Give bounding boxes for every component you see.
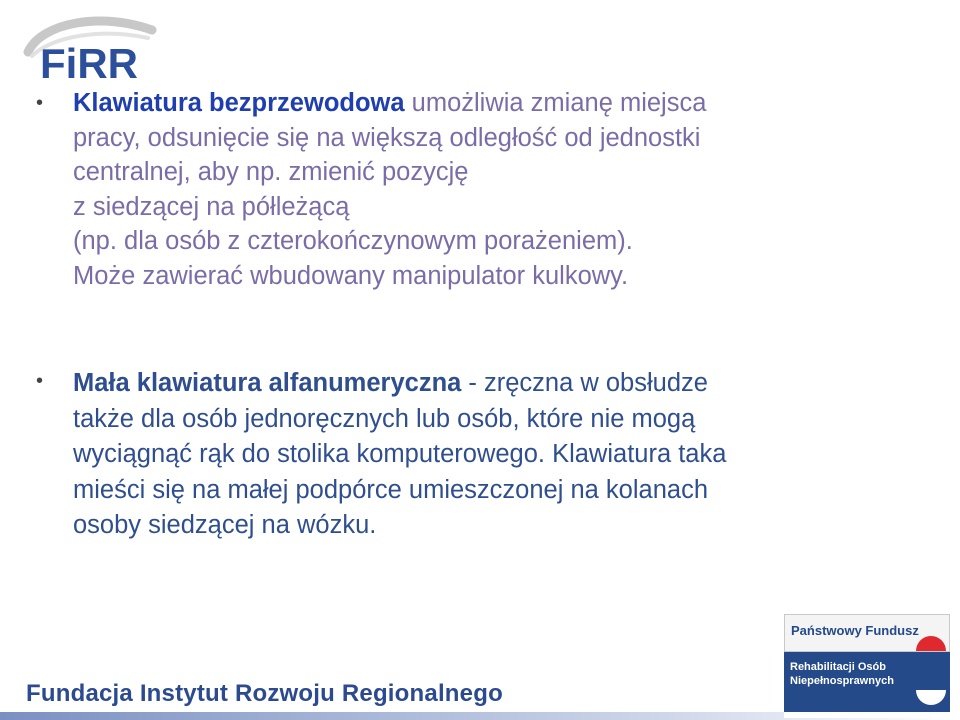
footer-organization: Fundacja Instytut Rozwoju Regionalnego <box>26 680 503 707</box>
bullet-text: Klawiatura bezprzewodowa umożliwia zmianę miejsca pracy, odsunięcie się na większą odległość od jednostki centralnej, aby np. zmienić pozycję z siedzącej na półleżącą (np. dla osób z czterokończynowym porażeniem). Może zawierać wbudowany manipulator kulkowy. <box>73 89 707 290</box>
bullet-dot: • <box>36 370 44 392</box>
bullet-text: Mała klawiatura alfanumeryczna - zręczna w obsłudze także dla osób jednoręcznych lub osób, które nie mogą wyciągnąć rąk do stolika komputerowego. Klawiatura taka mieści się na małej podpórce umieszczonej na kolanach osoby siedzącej na wózku. <box>73 369 727 539</box>
pfron-badge-body <box>784 652 950 712</box>
pfron-badge <box>784 614 950 718</box>
bullet-lead: Klawiatura bezprzewodowa <box>73 89 405 117</box>
pfron-emblem-white <box>916 690 946 705</box>
logo-text: FiRR <box>40 40 138 87</box>
pfron-title: Państwowy Fundusz <box>791 623 919 638</box>
bullet-dot: • <box>36 92 44 114</box>
firr-logo <box>22 12 162 87</box>
bullet-item-small-keyboard <box>36 366 916 544</box>
pfron-subtitle: Rehabilitacji Osób Niepełnosprawnych <box>790 661 894 687</box>
bullet-item-wireless-keyboard <box>36 86 916 293</box>
bullet-lead: Mała klawiatura alfanumeryczna <box>73 369 462 397</box>
